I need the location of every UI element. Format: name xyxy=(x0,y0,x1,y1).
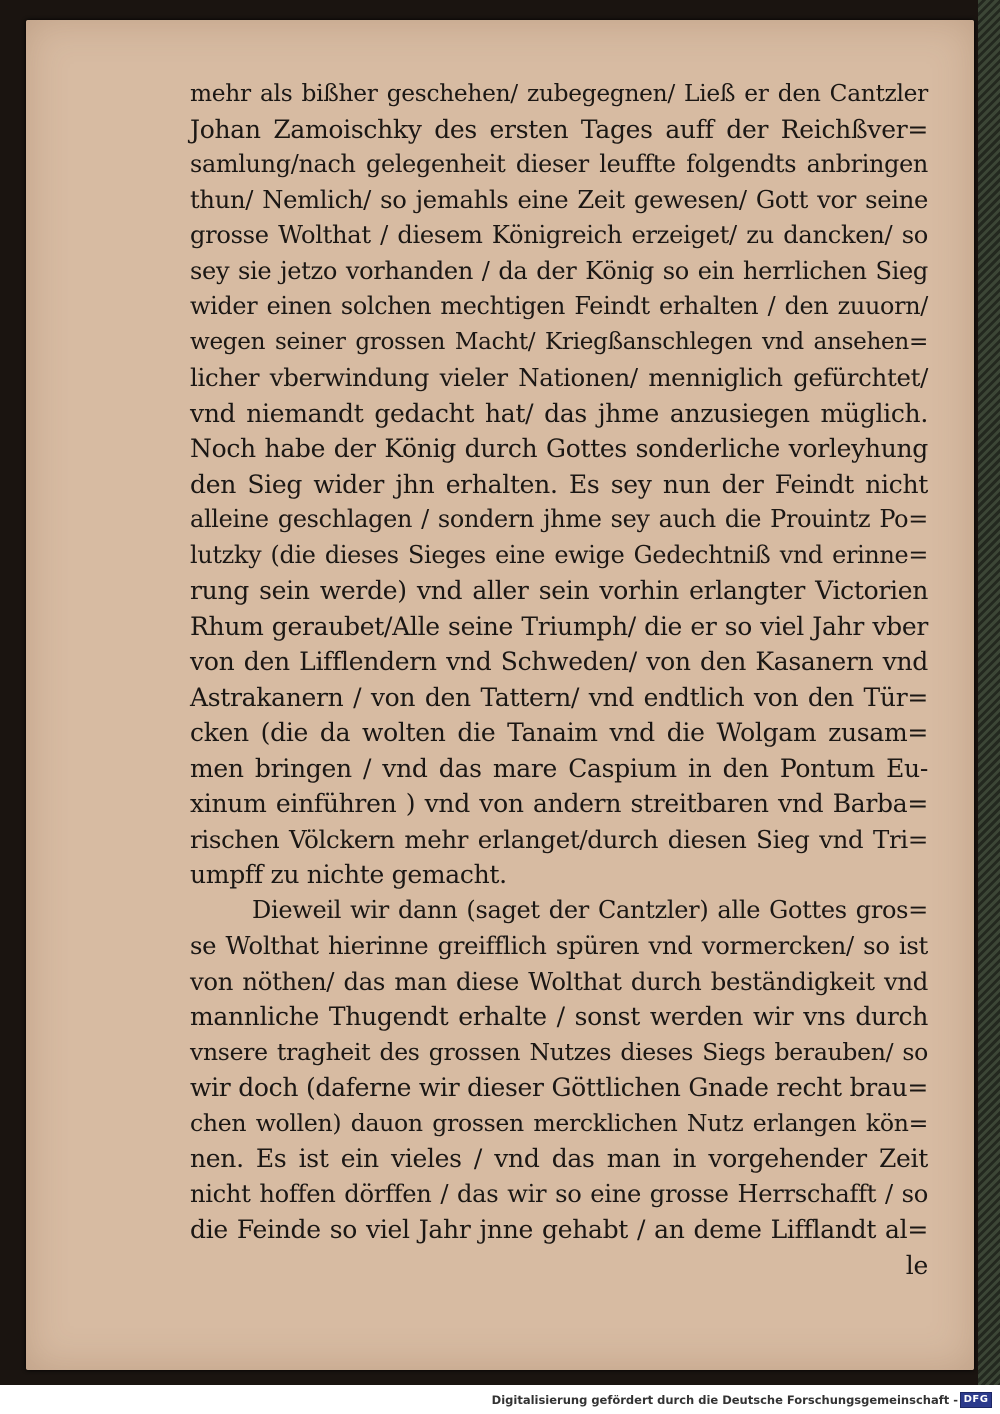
text-line: von den Lifflendern vnd Schweden/ von den Kasanern vnd xyxy=(190,647,928,676)
page-text xyxy=(190,76,928,1283)
book-cover-edge xyxy=(978,0,1000,1385)
text-line: vnd niemandt gedacht hat/ das jhme anzusiegen müglich. xyxy=(190,398,928,428)
text-line: men bringen / vnd das mare Caspium in den Pontum Eu- xyxy=(190,753,928,783)
text-line: die Feinde so viel Jahr jnne gehabt / an deme Lifflandt al= xyxy=(190,1215,928,1244)
text-line: xinum einführen ) vnd von andern streitbaren vnd Barba= xyxy=(190,789,928,818)
text-line: Johan Zamoischky des ersten Tages auff der Reichßver= xyxy=(190,114,928,144)
text-line: wider einen solchen mechtigen Feindt erhalten / den zuuorn/ xyxy=(190,292,928,320)
text-line: Rhum geraubet/Alle seine Triumph/ die er so viel Jahr vber xyxy=(190,611,928,641)
text-line: Dieweil wir dann (saget der Cantzler) alle Gottes gros= xyxy=(252,895,928,924)
text-line: cken (die da wolten die Tanaim vnd die Wolgam zusam= xyxy=(190,718,928,747)
text-line: Noch habe der König durch Gottes sonderliche vorleyhung xyxy=(190,434,928,463)
text-line: thun/ Nemlich/ so jemahls eine Zeit gewesen/ Gott vor seine xyxy=(190,185,928,214)
text-line: von nöthen/ das man diese Wolthat durch beständigkeit vnd xyxy=(190,966,928,996)
text-line: mannliche Thugendt erhalte / sonst werden wir vns durch xyxy=(190,1002,928,1031)
text-line: se Wolthat hierinne greifflich spüren vnd vormercken/ so ist xyxy=(190,931,928,960)
text-line: rung sein werde) vnd aller sein vorhin erlangter Victorien xyxy=(190,576,928,605)
text-line: alleine geschlagen / sondern jhme sey auch die Prouintz Po= xyxy=(190,505,928,533)
text-line: samlung/nach gelegenheit dieser leuffte folgendts anbringen xyxy=(190,150,928,178)
dfg-logo-icon: DFG xyxy=(960,1392,992,1408)
footer-bar xyxy=(0,1385,1000,1414)
text-line: grosse Wolthat / diesem Königreich erzeiget/ zu dancken/ so xyxy=(190,221,928,249)
text-line: den Sieg wider jhn erhalten. Es sey nun der Feindt nicht xyxy=(190,469,928,499)
catchword: le xyxy=(905,1250,928,1280)
text-line: umpff zu nichte gemacht. xyxy=(190,860,507,889)
text-line: mehr als bißher geschehen/ zubegegnen/ Ließ er den Cantzler xyxy=(190,80,928,107)
text-line: wir doch (daferne wir dieser Göttlichen Gnade recht brau= xyxy=(190,1073,928,1102)
text-line: nen. Es ist ein vieles / vnd das man in vorgehender Zeit xyxy=(190,1144,928,1173)
text-line: wegen seiner grossen Macht/ Kriegßanschlegen vnd ansehen= xyxy=(190,328,928,355)
text-line: Astrakanern / von den Tattern/ vnd endtlich von den Tür= xyxy=(190,682,928,712)
book-page xyxy=(26,20,974,1370)
text-line: chen wollen) dauon grossen mercklichen Nutz erlangen kön= xyxy=(190,1108,928,1137)
text-line: vnsere tragheit des grossen Nutzes dieses Siegs berauben/ so xyxy=(190,1037,928,1066)
funding-credit: Digitalisierung gefördert durch die Deutsche Forschungsgemeinschaft - xyxy=(491,1393,958,1407)
text-line: sey sie jetzo vorhanden / da der König so ein herrlichen Sieg xyxy=(190,256,928,285)
text-line: licher vberwindung vieler Nationen/ menniglich gefürchtet/ xyxy=(190,363,928,392)
text-line: rischen Völckern mehr erlanget/durch diesen Sieg vnd Tri= xyxy=(190,824,928,854)
text-line: lutzky (die dieses Sieges eine ewige Gedechtniß vnd erinne= xyxy=(190,540,928,569)
text-line: nicht hoffen dörffen / das wir so eine grosse Herrschafft / so xyxy=(190,1179,928,1208)
